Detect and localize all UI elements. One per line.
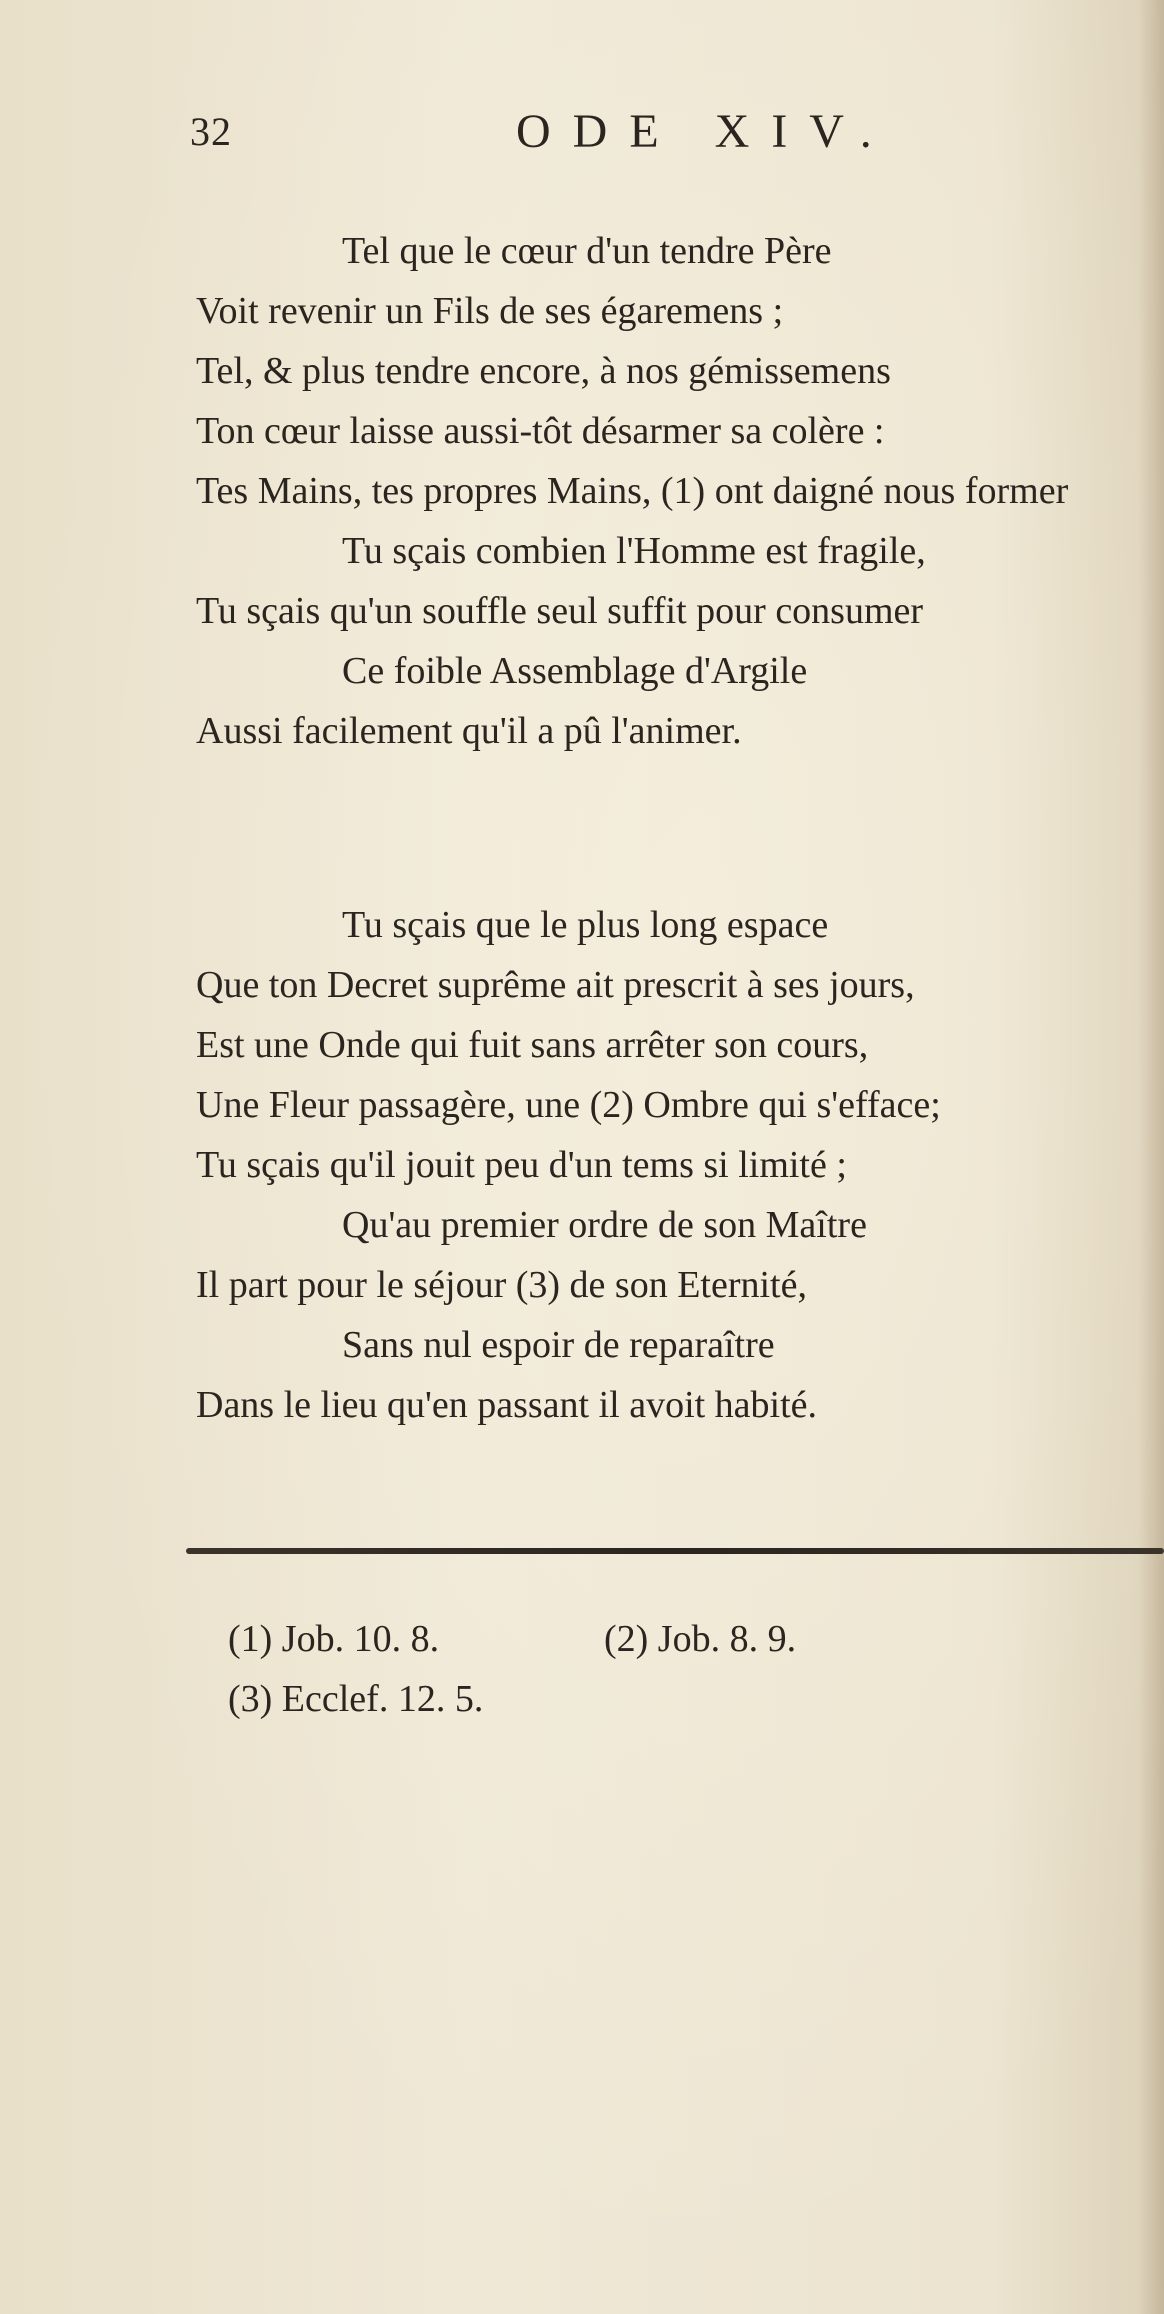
verse-line: Ce foible Assemblage d'Argile bbox=[342, 650, 808, 692]
verse-line: Que ton Decret suprême ait prescrit à ses jours, bbox=[196, 964, 915, 1006]
verse-line: Tu sçais combien l'Homme est fragile, bbox=[342, 530, 926, 572]
verse-line: Ton cœur laisse aussi-tôt désarmer sa colère : bbox=[196, 410, 885, 452]
verse-line: Tel, & plus tendre encore, à nos gémissemens bbox=[196, 350, 891, 392]
verse-line: Tu sçais qu'un souffle seul suffit pour consumer bbox=[196, 590, 924, 632]
verse-line: Il part pour le séjour (3) de son Eternité, bbox=[196, 1264, 807, 1306]
page-edge-shadow bbox=[1138, 0, 1164, 2314]
verse-line: Dans le lieu qu'en passant il avoit habité. bbox=[196, 1384, 818, 1426]
verse-line: Qu'au premier ordre de son Maître bbox=[342, 1204, 867, 1246]
page-number: 32 bbox=[190, 109, 232, 154]
verse-line: Tel que le cœur d'un tendre Père bbox=[342, 230, 832, 272]
verse-line: Tu sçais que le plus long espace bbox=[342, 904, 829, 946]
verse-line: Aussi facilement qu'il a pû l'animer. bbox=[196, 710, 742, 752]
footnote: (1) Job. 10. 8. bbox=[228, 1618, 440, 1660]
footnote: (3) Ecclef. 12. 5. bbox=[228, 1678, 484, 1720]
verse-line: Est une Onde qui fuit sans arrêter son cours, bbox=[196, 1024, 869, 1066]
footnote: (2) Job. 8. 9. bbox=[604, 1618, 797, 1660]
verse-line: Sans nul espoir de reparaître bbox=[342, 1324, 775, 1366]
footnote-divider bbox=[186, 1548, 1164, 1554]
verse-line: Tes Mains, tes propres Mains, (1) ont daigné nous former bbox=[196, 470, 1069, 512]
verse-line: Une Fleur passagère, une (2) Ombre qui s'efface; bbox=[196, 1084, 941, 1126]
page-title: ODE XIV. bbox=[516, 105, 894, 158]
verse-line: Voit revenir un Fils de ses égaremens ; bbox=[196, 290, 784, 332]
verse-line: Tu sçais qu'il jouit peu d'un tems si limité ; bbox=[196, 1144, 847, 1186]
